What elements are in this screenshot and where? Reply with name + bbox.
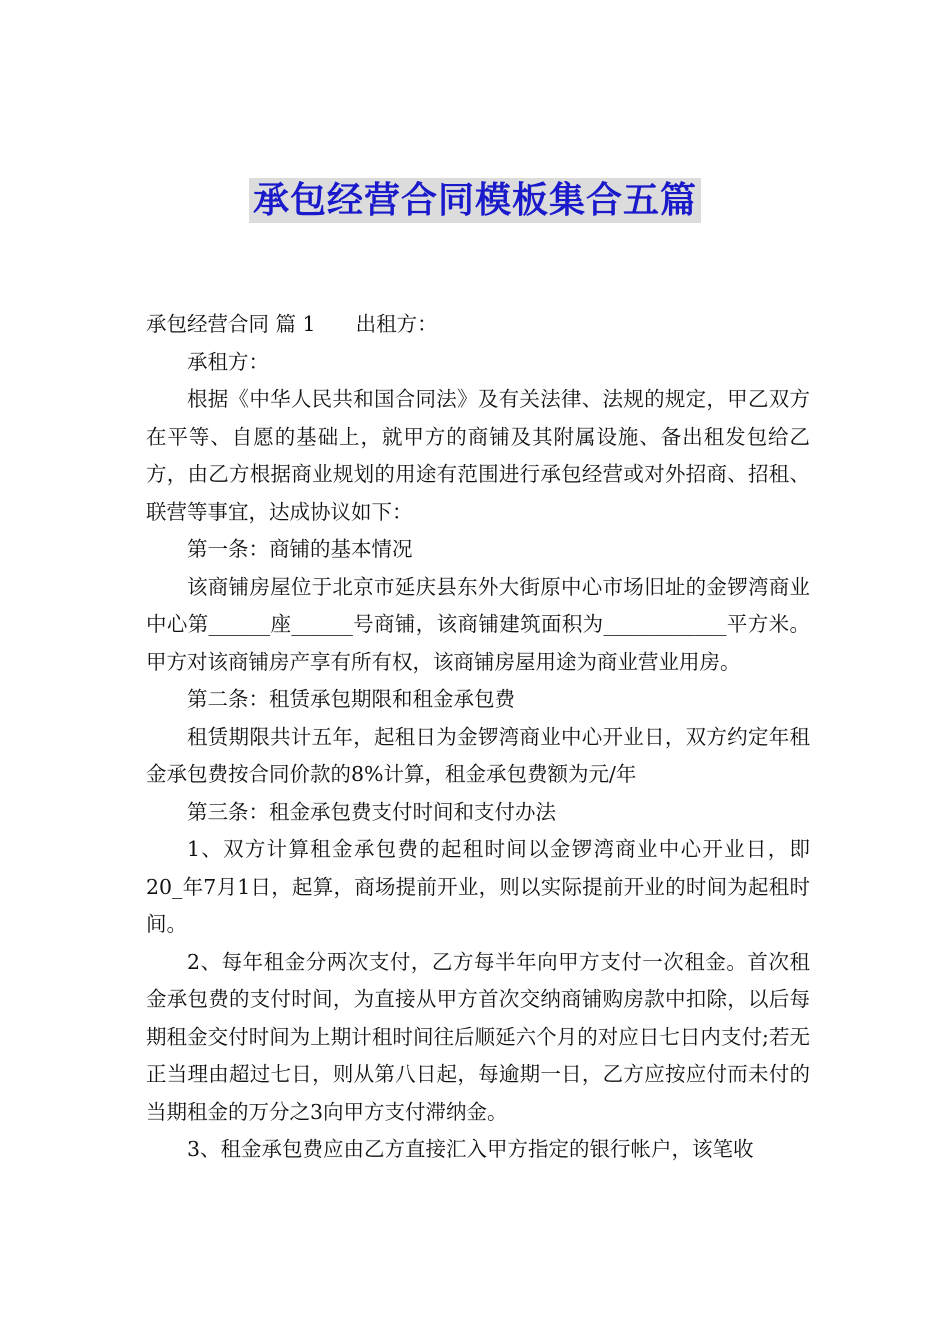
document-body <box>146 306 810 1169</box>
contract-heading: 承包经营合同 篇 1 <box>146 312 316 336</box>
paragraph: 3、租金承包费应由乙方直接汇入甲方指定的银行帐户，该笔收 <box>187 1137 754 1161</box>
document-title-text: 承包经营合同模板集合五篇 <box>249 178 701 223</box>
paragraph: 根据《中华人民共和国合同法》及有关法律、法规的规定，甲乙双方在平等、自愿的基础上，就甲方的商铺及其附属设施、备出租发包给乙方，由乙方根据商业规划的用途有范围进行承包经营或对外招商、招租、联营等事宜，达成协议如下： <box>146 387 810 524</box>
section-heading: 第一条：商铺的基本情况 <box>187 537 413 561</box>
paragraph: 1、双方计算租金承包费的起租时间以金锣湾商业中心开业日，即20_年7月1日，起算，商场提前开业，则以实际提前开业的时间为起租时间。 <box>146 837 810 936</box>
paragraph: 承租方： <box>187 349 269 374</box>
paragraph: 2、每年租金分两次支付，乙方每半年向甲方支付一次租金。首次租金承包费的支付时间，为直接从甲方首次交纳商铺购房款中扣除，以后每期租金交付时间为上期计租时间往后顺延六个月的对应日七日内支付;若无正当理由超过七日，则从第八日起，每逾期一日，乙方应按应付而未付的当期租金的万分之3向甲方支付滞纳金。 <box>146 949 810 1124</box>
first-line <box>146 306 810 344</box>
paragraph: 租赁期限共计五年，起租日为金锣湾商业中心开业日，双方约定年租金承包费按合同价款的8%计算，租金承包费额为元/年 <box>146 724 810 786</box>
section-heading: 第二条：租赁承包期限和租金承包费 <box>187 687 515 711</box>
section-heading: 第三条：租金承包费支付时间和支付办法 <box>187 799 556 824</box>
document-title <box>0 172 950 223</box>
paragraph: 该商铺房屋位于北京市延庆县东外大街原中心市场旧址的金锣湾商业中心第______座______号商铺，该商铺建筑面积为____________平方米。甲方对该商铺房产享有所有权，该商铺房屋用途为商业营业用房。 <box>146 574 810 674</box>
lessor-label: 出租方： <box>355 312 438 336</box>
